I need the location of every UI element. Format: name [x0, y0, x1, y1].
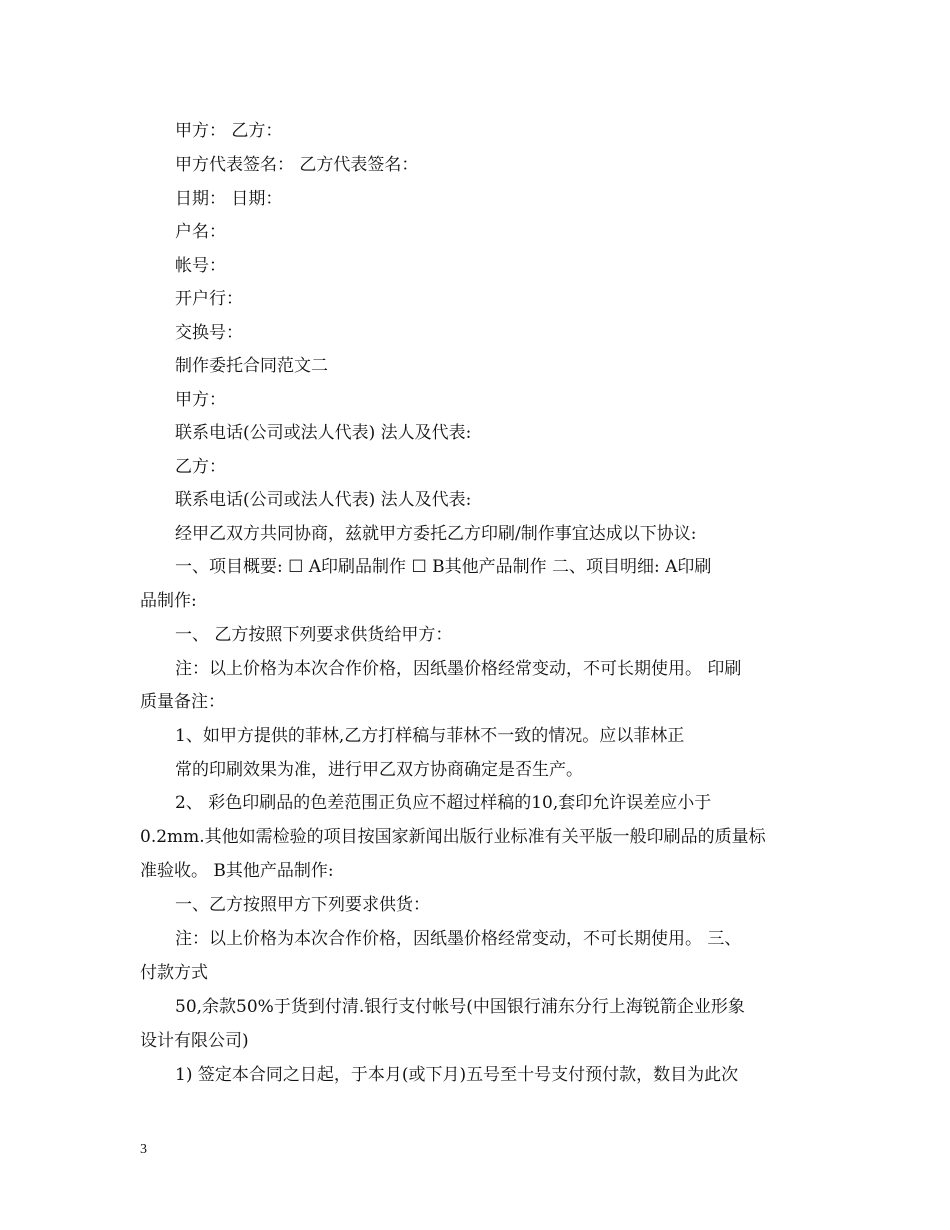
payment-detail-line: 50,余款50%于货到付清.银行支付帐号(中国银行浦东分行上海锐箭企业形象 — [175, 997, 745, 1017]
account-number-line: 帐号： — [175, 256, 226, 276]
section-title: 制作委托合同范文二 — [175, 356, 328, 376]
quality-item-2-end: 准验收。 B其他产品制作: — [140, 861, 334, 881]
quality-item-1: 1、如甲方提供的菲林,乙方打样稿与菲林不一致的情况。应以菲林正 — [175, 726, 685, 746]
page-number: 3 — [140, 1142, 147, 1157]
payment-term-line: 1) 签定本合同之日起，于本月(或下月)五号至十号支付预付款，数目为此次 — [175, 1065, 739, 1085]
party-a-line: 甲方： — [175, 390, 226, 410]
supply-requirement-line: 一、 乙方按照下列要求供货给甲方： — [175, 625, 453, 645]
signature-line: 甲方代表签名： 乙方代表签名： — [175, 155, 419, 175]
exchange-number-line: 交换号： — [175, 323, 243, 343]
quality-note-line: 质量备注： — [140, 692, 225, 712]
party-line: 甲方： 乙方： — [175, 121, 283, 141]
date-line: 日期： 日期： — [175, 189, 283, 209]
price-note-line: 注：以上价格为本次合作价格，因纸墨价格经常变动，不可长期使用。 印刷 — [175, 659, 742, 679]
bank-line: 开户行： — [175, 289, 243, 309]
quality-item-2: 2、 彩色印刷品的色差范围正负应不超过样稿的10,套印允许误差应小于 — [175, 793, 712, 813]
project-overview-cont: 品制作: — [140, 591, 197, 611]
payment-detail-cont: 设计有限公司) — [140, 1031, 249, 1051]
party-b-contact-line: 联系电话(公司或法人代表) 法人及代表: — [175, 490, 472, 510]
party-a-contact-line: 联系电话(公司或法人代表) 法人及代表: — [175, 423, 472, 443]
payment-method-heading: 付款方式 — [140, 963, 208, 983]
price-note-line-2: 注：以上价格为本次合作价格，因纸墨价格经常变动，不可长期使用。 三、 — [175, 929, 742, 949]
quality-item-1-cont: 常的印刷效果为准，进行甲乙双方协商确定是否生产。 — [175, 760, 583, 780]
agreement-intro: 经甲乙双方共同协商，兹就甲方委托乙方印刷/制作事宜达成以下协议: — [175, 524, 697, 544]
quality-item-2-cont: 0.2mm.其他如需检验的项目按国家新闻出版行业标准有关平版一般印刷品的质量标 — [140, 827, 766, 847]
party-b-line: 乙方： — [175, 457, 226, 477]
project-overview-line: 一、项目概要: ☐ A印刷品制作 ☐ B其他产品制作 二、项目明细: A印刷 — [175, 557, 712, 577]
account-name-line: 户名： — [175, 222, 226, 242]
other-supply-line: 一、乙方按照甲方下列要求供货： — [175, 895, 430, 915]
